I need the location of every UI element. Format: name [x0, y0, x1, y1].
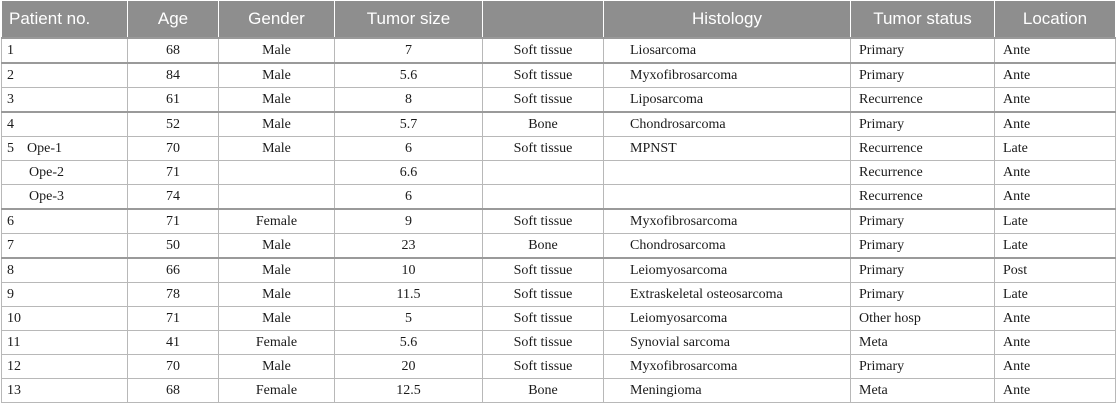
cell-patient-no — [2, 161, 128, 185]
cell-tumor-size: 5.6 — [335, 331, 483, 355]
cell-histology: Myxofibrosarcoma — [604, 355, 851, 379]
cell-location: Late — [995, 209, 1116, 234]
operation-label: Ope-1 — [27, 140, 62, 156]
cell-age: 70 — [128, 355, 219, 379]
cell-gender: Male — [219, 307, 335, 331]
cell-tumor-status: Primary — [851, 283, 995, 307]
header-location: Location — [995, 1, 1116, 38]
cell-tumor-size: 12.5 — [335, 379, 483, 403]
cell-age: 68 — [128, 379, 219, 403]
patient-number: 9 — [7, 286, 14, 302]
cell-tissue-type: Soft tissue — [483, 209, 604, 234]
cell-histology: Leiomyosarcoma — [604, 258, 851, 283]
cell-tumor-size: 5 — [335, 307, 483, 331]
cell-histology: Liosarcoma — [604, 38, 851, 63]
header-gender: Gender — [219, 1, 335, 38]
patient-number: 10 — [7, 310, 21, 326]
cell-tumor-size: 9 — [335, 209, 483, 234]
cell-tissue-type: Soft tissue — [483, 63, 604, 88]
patient-table — [1, 1, 1116, 403]
patient-number: 8 — [7, 262, 14, 278]
header-tumor-size: Tumor size — [335, 1, 483, 38]
cell-tumor-size: 7 — [335, 38, 483, 63]
cell-gender — [219, 185, 335, 210]
table-row — [2, 283, 1116, 307]
cell-histology: MPNST — [604, 137, 851, 161]
cell-location: Late — [995, 234, 1116, 259]
cell-tissue-type: Soft tissue — [483, 283, 604, 307]
cell-patient-no — [2, 307, 128, 331]
cell-location: Late — [995, 283, 1116, 307]
cell-patient-no — [2, 331, 128, 355]
patient-number: 6 — [7, 213, 14, 229]
cell-patient-no — [2, 283, 128, 307]
cell-tissue-type: Soft tissue — [483, 258, 604, 283]
cell-tumor-status: Recurrence — [851, 137, 995, 161]
cell-patient-no — [2, 185, 128, 210]
table-row — [2, 355, 1116, 379]
cell-location: Ante — [995, 88, 1116, 113]
cell-tissue-type: Soft tissue — [483, 88, 604, 113]
cell-tissue-type: Bone — [483, 379, 604, 403]
table-row — [2, 234, 1116, 259]
cell-histology: Myxofibrosarcoma — [604, 63, 851, 88]
table-row — [2, 137, 1116, 161]
cell-location: Ante — [995, 185, 1116, 210]
cell-tumor-status: Meta — [851, 331, 995, 355]
cell-gender: Male — [219, 137, 335, 161]
cell-age: 68 — [128, 38, 219, 63]
cell-tissue-type: Bone — [483, 234, 604, 259]
cell-histology: Myxofibrosarcoma — [604, 209, 851, 234]
patient-number: 4 — [7, 116, 14, 132]
table-row — [2, 209, 1116, 234]
cell-tumor-status: Primary — [851, 112, 995, 137]
cell-age: 71 — [128, 161, 219, 185]
cell-patient-no — [2, 379, 128, 403]
cell-gender: Male — [219, 63, 335, 88]
cell-location: Ante — [995, 112, 1116, 137]
cell-gender: Male — [219, 234, 335, 259]
cell-tumor-status: Other hosp — [851, 307, 995, 331]
cell-tissue-type: Soft tissue — [483, 137, 604, 161]
cell-histology: Liposarcoma — [604, 88, 851, 113]
patient-number: 3 — [7, 91, 14, 107]
cell-tumor-status: Primary — [851, 234, 995, 259]
cell-tumor-size: 6.6 — [335, 161, 483, 185]
cell-location: Ante — [995, 379, 1116, 403]
cell-tumor-status: Primary — [851, 63, 995, 88]
cell-tissue-type: Soft tissue — [483, 307, 604, 331]
cell-patient-no — [2, 38, 128, 63]
header-tissue-type — [483, 1, 604, 38]
cell-gender: Female — [219, 209, 335, 234]
operation-label: Ope-2 — [29, 164, 64, 180]
cell-age: 84 — [128, 63, 219, 88]
table-row — [2, 379, 1116, 403]
patient-number: 12 — [7, 358, 21, 374]
patient-number: 11 — [7, 334, 21, 350]
cell-patient-no — [2, 234, 128, 259]
cell-tumor-status: Primary — [851, 355, 995, 379]
cell-patient-no — [2, 355, 128, 379]
cell-location: Post — [995, 258, 1116, 283]
cell-location: Ante — [995, 355, 1116, 379]
cell-tumor-size: 11.5 — [335, 283, 483, 307]
cell-gender: Male — [219, 355, 335, 379]
table-row — [2, 331, 1116, 355]
cell-tumor-size: 20 — [335, 355, 483, 379]
cell-gender: Male — [219, 258, 335, 283]
header-tumor-status: Tumor status — [851, 1, 995, 38]
cell-gender — [219, 161, 335, 185]
header-histology: Histology — [604, 1, 851, 38]
header-age: Age — [128, 1, 219, 38]
table-row — [2, 258, 1116, 283]
table-row — [2, 161, 1116, 185]
cell-age: 66 — [128, 258, 219, 283]
cell-tumor-status: Primary — [851, 258, 995, 283]
cell-location: Ante — [995, 63, 1116, 88]
cell-location: Ante — [995, 307, 1116, 331]
header-patient-no: Patient no. — [2, 1, 128, 38]
cell-age: 70 — [128, 137, 219, 161]
cell-tissue-type — [483, 161, 604, 185]
cell-tumor-size: 6 — [335, 185, 483, 210]
cell-histology: Synovial sarcoma — [604, 331, 851, 355]
cell-location: Ante — [995, 161, 1116, 185]
patient-number: 2 — [7, 67, 14, 83]
cell-tissue-type: Bone — [483, 112, 604, 137]
cell-tumor-status: Recurrence — [851, 161, 995, 185]
cell-age: 74 — [128, 185, 219, 210]
cell-histology: Meningioma — [604, 379, 851, 403]
table-body — [2, 38, 1116, 403]
patient-number: 1 — [7, 42, 14, 58]
cell-gender: Male — [219, 283, 335, 307]
cell-tumor-status: Meta — [851, 379, 995, 403]
table-row — [2, 38, 1116, 63]
cell-patient-no — [2, 137, 128, 161]
cell-histology: Chondrosarcoma — [604, 234, 851, 259]
cell-histology — [604, 185, 851, 210]
cell-age: 71 — [128, 307, 219, 331]
cell-patient-no — [2, 258, 128, 283]
cell-gender: Male — [219, 112, 335, 137]
operation-label: Ope-3 — [29, 188, 64, 204]
table-row — [2, 185, 1116, 210]
cell-gender: Female — [219, 331, 335, 355]
cell-histology: Extraskeletal osteosarcoma — [604, 283, 851, 307]
cell-histology: Leiomyosarcoma — [604, 307, 851, 331]
cell-age: 78 — [128, 283, 219, 307]
cell-tumor-size: 10 — [335, 258, 483, 283]
table-row — [2, 112, 1116, 137]
cell-location: Ante — [995, 38, 1116, 63]
cell-age: 52 — [128, 112, 219, 137]
header-row — [2, 1, 1116, 38]
cell-tissue-type: Soft tissue — [483, 331, 604, 355]
cell-histology — [604, 161, 851, 185]
table-header — [2, 1, 1116, 38]
cell-tissue-type: Soft tissue — [483, 355, 604, 379]
cell-tumor-size: 23 — [335, 234, 483, 259]
cell-tumor-size: 8 — [335, 88, 483, 113]
cell-tumor-status: Recurrence — [851, 185, 995, 210]
patient-number: 7 — [7, 237, 14, 253]
cell-patient-no — [2, 112, 128, 137]
cell-gender: Male — [219, 88, 335, 113]
cell-location: Late — [995, 137, 1116, 161]
cell-tissue-type — [483, 185, 604, 210]
cell-age: 71 — [128, 209, 219, 234]
table-row — [2, 307, 1116, 331]
cell-patient-no — [2, 209, 128, 234]
table-row — [2, 63, 1116, 88]
cell-patient-no — [2, 63, 128, 88]
table-row — [2, 88, 1116, 113]
cell-tumor-status: Recurrence — [851, 88, 995, 113]
patient-number: 5 — [7, 140, 14, 156]
cell-tumor-size: 5.7 — [335, 112, 483, 137]
cell-tissue-type: Soft tissue — [483, 38, 604, 63]
cell-histology: Chondrosarcoma — [604, 112, 851, 137]
cell-age: 50 — [128, 234, 219, 259]
cell-gender: Male — [219, 38, 335, 63]
cell-location: Ante — [995, 331, 1116, 355]
cell-age: 61 — [128, 88, 219, 113]
patient-number: 13 — [7, 382, 21, 398]
cell-age: 41 — [128, 331, 219, 355]
cell-patient-no — [2, 88, 128, 113]
cell-tumor-size: 6 — [335, 137, 483, 161]
cell-gender: Female — [219, 379, 335, 403]
cell-tumor-status: Primary — [851, 38, 995, 63]
cell-tumor-status: Primary — [851, 209, 995, 234]
cell-tumor-size: 5.6 — [335, 63, 483, 88]
